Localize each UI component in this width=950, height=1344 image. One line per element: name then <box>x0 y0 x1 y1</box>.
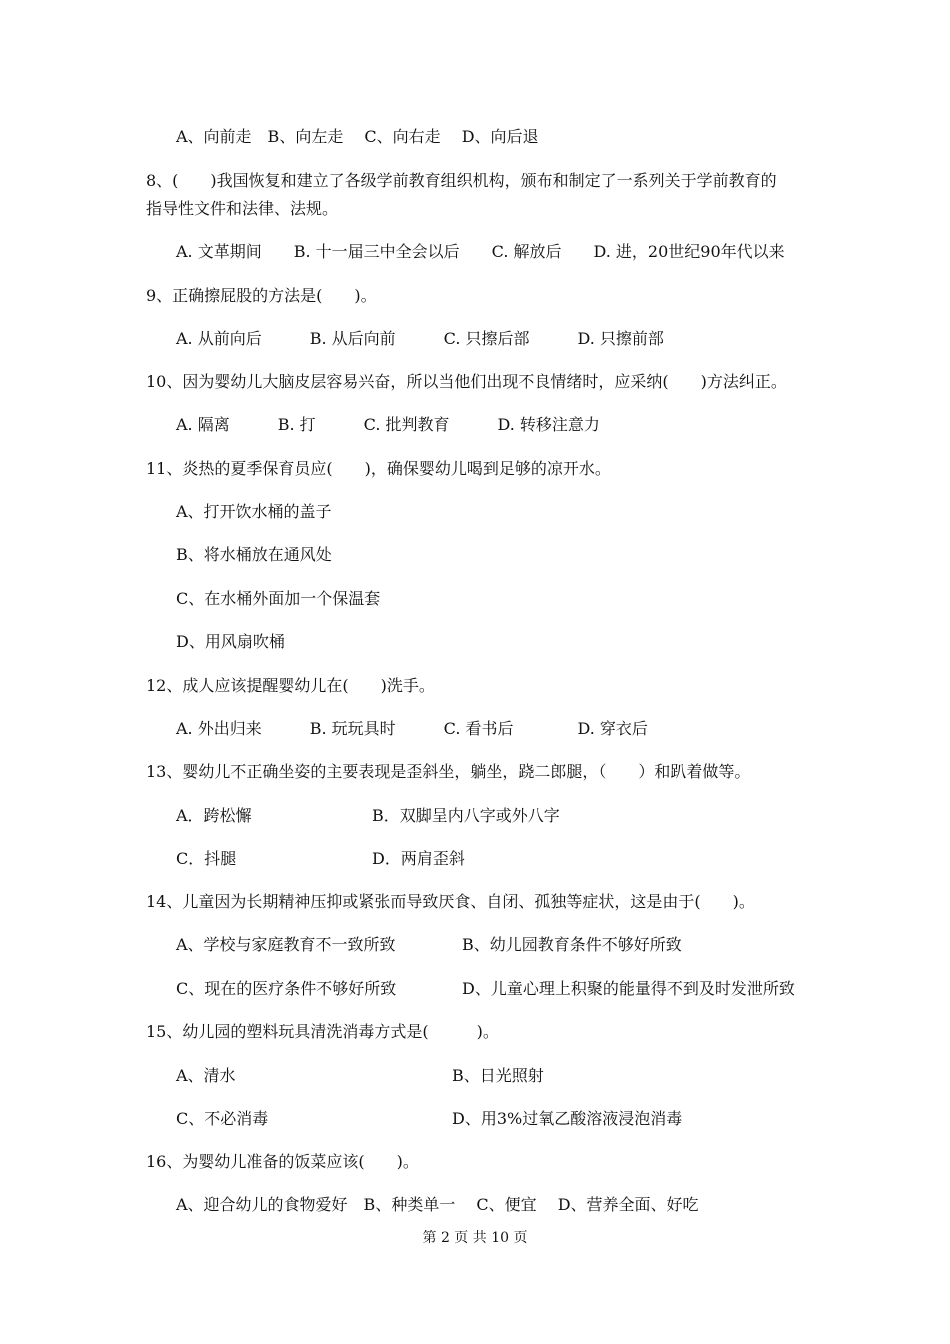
q13-option-b: B．双脚呈内八字或外八字 <box>372 806 560 825</box>
q15-option-c: C、不必消毒 <box>176 1109 269 1128</box>
question-12: 12、成人应该提醒婴幼儿在( )洗手。 <box>146 676 435 695</box>
question-15: 15、幼儿园的塑料玩具清洗消毒方式是( )。 <box>146 1022 499 1041</box>
question-13: 13、婴幼儿不正确坐姿的主要表现是歪斜坐，躺坐，跷二郎腿，（ ）和趴着做等。 <box>146 762 751 781</box>
q12-options: A. 外出归来 B. 玩玩具时 C. 看书后 D. 穿衣后 <box>176 719 648 738</box>
page-number-footer: 第 2 页 共 10 页 <box>422 1230 528 1246</box>
q15-option-a: A、清水 <box>176 1066 236 1085</box>
q11-option-c: C、在水桶外面加一个保温套 <box>176 589 381 608</box>
q11-option-d: D、用风扇吹桶 <box>176 632 285 651</box>
q13-option-a: A．跨松懈 <box>176 806 252 825</box>
q14-option-c: C、现在的医疗条件不够好所致 <box>176 979 397 998</box>
q11-option-b: B、将水桶放在通风处 <box>176 545 332 564</box>
q15-option-b: B、日光照射 <box>452 1066 544 1085</box>
q15-option-d: D、用3%过氧乙酸溶液浸泡消毒 <box>452 1109 683 1128</box>
question-11: 11、炎热的夏季保育员应( )，确保婴幼儿喝到足够的凉开水。 <box>146 459 611 478</box>
q11-option-a: A、打开饮水桶的盖子 <box>176 502 332 521</box>
q8-options: A. 文革期间 B. 十一届三中全会以后 C. 解放后 D. 进，20世纪90年代以来 <box>176 242 785 261</box>
question-10: 10、因为婴幼儿大脑皮层容易兴奋，所以当他们出现不良情绪时，应采纳( )方法纠正。 <box>146 372 787 391</box>
q16-options: A、迎合幼儿的食物爱好 B、种类单一 C、便宜 D、营养全面、好吃 <box>176 1195 699 1214</box>
q9-options: A. 从前向后 B. 从后向前 C. 只擦后部 D. 只擦前部 <box>176 329 664 348</box>
question-8-continuation: 指导性文件和法律、法规。 <box>146 199 339 218</box>
q10-options: A. 隔离 B. 打 C. 批判教育 D. 转移注意力 <box>176 415 600 434</box>
question-16: 16、为婴幼儿准备的饭菜应该( )。 <box>146 1152 419 1171</box>
question-8: 8、( )我国恢复和建立了各级学前教育组织机构，颁布和制定了一系列关于学前教育的 <box>146 171 777 190</box>
q13-option-d: D．两肩歪斜 <box>372 849 465 868</box>
q13-option-c: C．抖腿 <box>176 849 237 868</box>
q7-options: A、向前走 B、向左走 C、向右走 D、向后退 <box>176 127 539 146</box>
question-9: 9、正确擦屁股的方法是( )。 <box>146 286 377 305</box>
q14-option-a: A、学校与家庭教育不一致所致 <box>176 935 396 954</box>
question-14: 14、儿童因为长期精神压抑或紧张而导致厌食、自闭、孤独等症状，这是由于( )。 <box>146 892 755 911</box>
q14-option-d: D、儿童心理上积聚的能量得不到及时发泄所致 <box>462 979 795 998</box>
q14-option-b: B、幼儿园教育条件不够好所致 <box>462 935 682 954</box>
